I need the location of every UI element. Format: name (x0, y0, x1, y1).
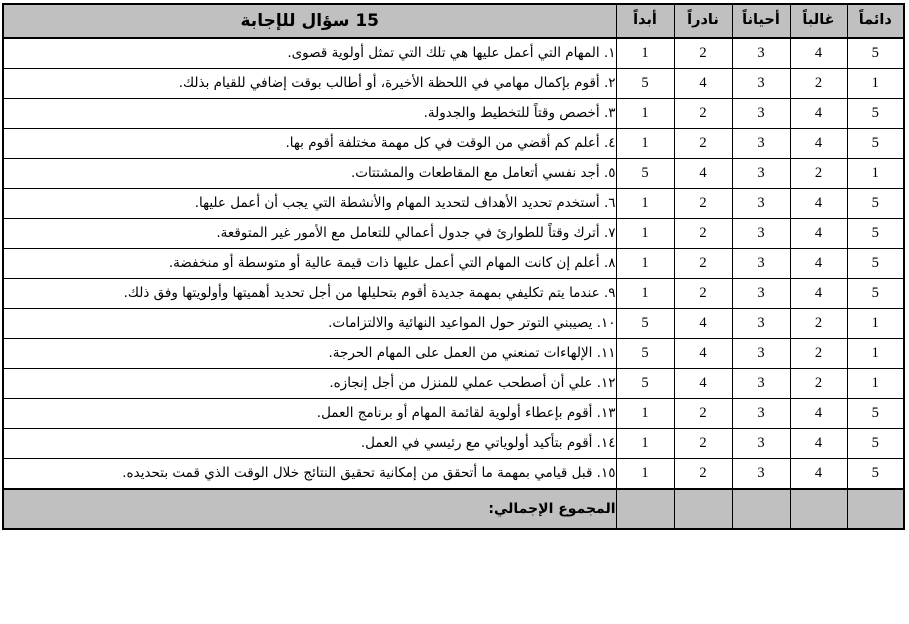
score-cell-often[interactable]: 4 (790, 219, 847, 249)
score-cell-rarely[interactable]: 2 (674, 129, 732, 159)
score-cell-often[interactable]: 4 (790, 429, 847, 459)
question-text: ٦. أستخدم تحديد الأهداف لتحديد المهام والأنشطة التي يجب أن أعمل عليها. (3, 189, 616, 219)
table-row (3, 279, 904, 309)
total-row (3, 489, 904, 529)
table-row (3, 69, 904, 99)
score-cell-sometimes[interactable]: 3 (732, 129, 790, 159)
question-text: ٩. عندما يتم تكليفي بمهمة جديدة أقوم بتحليلها من أجل تحديد أهميتها وأولويتها وفق ذلك. (3, 279, 616, 309)
score-cell-often[interactable]: 4 (790, 189, 847, 219)
score-cell-never[interactable]: 1 (616, 99, 674, 129)
score-cell-never[interactable]: 1 (616, 219, 674, 249)
score-cell-sometimes[interactable]: 3 (732, 219, 790, 249)
score-cell-always[interactable]: 5 (847, 249, 904, 279)
questionnaire-table (2, 3, 905, 530)
score-cell-often[interactable]: 2 (790, 69, 847, 99)
score-cell-always[interactable]: 1 (847, 309, 904, 339)
table-header (3, 4, 904, 38)
table-row (3, 399, 904, 429)
score-cell-rarely[interactable]: 2 (674, 249, 732, 279)
table-row (3, 159, 904, 189)
score-cell-never[interactable]: 5 (616, 69, 674, 99)
table-row (3, 219, 904, 249)
table-row (3, 309, 904, 339)
question-text: ٢. أقوم بإكمال مهامي في اللحظة الأخيرة، أو أطالب بوقت إضافي للقيام بذلك. (3, 69, 616, 99)
table-footer (3, 489, 904, 529)
score-cell-often[interactable]: 2 (790, 369, 847, 399)
score-cell-always[interactable]: 5 (847, 129, 904, 159)
score-cell-always[interactable]: 5 (847, 279, 904, 309)
score-cell-always[interactable]: 5 (847, 38, 904, 69)
score-cell-often[interactable]: 2 (790, 309, 847, 339)
score-cell-often[interactable]: 2 (790, 339, 847, 369)
total-label: المجموع الإجمالي: (3, 489, 616, 529)
score-cell-sometimes[interactable]: 3 (732, 369, 790, 399)
score-cell-never[interactable]: 1 (616, 279, 674, 309)
score-cell-rarely[interactable]: 2 (674, 38, 732, 69)
question-text: ٧. أترك وقتاً للطوارئ في جدول أعمالي للتعامل مع الأمور غير المتوقعة. (3, 219, 616, 249)
table-row (3, 129, 904, 159)
score-cell-never[interactable]: 1 (616, 189, 674, 219)
score-cell-often[interactable]: 4 (790, 459, 847, 490)
score-cell-rarely[interactable]: 2 (674, 99, 732, 129)
score-cell-often[interactable]: 4 (790, 99, 847, 129)
total-cell-sometimes[interactable] (732, 489, 790, 529)
score-cell-sometimes[interactable]: 3 (732, 189, 790, 219)
table-row (3, 249, 904, 279)
score-cell-always[interactable]: 1 (847, 339, 904, 369)
score-cell-rarely[interactable]: 4 (674, 339, 732, 369)
score-cell-never[interactable]: 5 (616, 159, 674, 189)
score-cell-sometimes[interactable]: 3 (732, 459, 790, 490)
table-row (3, 429, 904, 459)
score-cell-often[interactable]: 2 (790, 159, 847, 189)
score-cell-sometimes[interactable]: 3 (732, 99, 790, 129)
score-cell-never[interactable]: 1 (616, 459, 674, 490)
score-cell-always[interactable]: 5 (847, 99, 904, 129)
score-cell-always[interactable]: 5 (847, 459, 904, 490)
score-cell-always[interactable]: 5 (847, 219, 904, 249)
score-cell-always[interactable]: 5 (847, 189, 904, 219)
score-cell-sometimes[interactable]: 3 (732, 249, 790, 279)
total-cell-rarely[interactable] (674, 489, 732, 529)
score-cell-often[interactable]: 4 (790, 249, 847, 279)
score-cell-always[interactable]: 5 (847, 429, 904, 459)
column-header-often[interactable]: غالباً (790, 4, 847, 38)
table-body (3, 38, 904, 489)
score-cell-never[interactable]: 5 (616, 339, 674, 369)
score-cell-always[interactable]: 1 (847, 69, 904, 99)
question-text: ١٣. أقوم بإعطاء أولوية لقائمة المهام أو برنامج العمل. (3, 399, 616, 429)
score-cell-often[interactable]: 4 (790, 399, 847, 429)
column-header-question: 15 سؤال للإجابة (3, 4, 616, 38)
question-text: ٤. أعلم كم أقضي من الوقت في كل مهمة مختلفة أقوم بها. (3, 129, 616, 159)
score-cell-rarely[interactable]: 2 (674, 189, 732, 219)
score-cell-sometimes[interactable]: 3 (732, 69, 790, 99)
score-cell-rarely[interactable]: 4 (674, 369, 732, 399)
score-cell-often[interactable]: 4 (790, 129, 847, 159)
total-cell-often[interactable] (790, 489, 847, 529)
score-cell-sometimes[interactable]: 3 (732, 429, 790, 459)
score-cell-rarely[interactable]: 2 (674, 279, 732, 309)
table-row (3, 339, 904, 369)
column-header-always[interactable]: دائماً (847, 4, 904, 38)
score-cell-rarely[interactable]: 4 (674, 309, 732, 339)
table-row (3, 369, 904, 399)
column-header-rarely[interactable]: نادراً (674, 4, 732, 38)
score-cell-always[interactable]: 5 (847, 399, 904, 429)
score-cell-never[interactable]: 1 (616, 249, 674, 279)
score-cell-sometimes[interactable]: 3 (732, 399, 790, 429)
score-cell-rarely[interactable]: 2 (674, 399, 732, 429)
table-row (3, 189, 904, 219)
question-text: ٣. أخصص وقتاً للتخطيط والجدولة. (3, 99, 616, 129)
score-cell-never[interactable]: 1 (616, 429, 674, 459)
score-cell-rarely[interactable]: 2 (674, 459, 732, 490)
score-cell-often[interactable]: 4 (790, 38, 847, 69)
score-cell-rarely[interactable]: 2 (674, 429, 732, 459)
question-text: ٨. أعلم إن كانت المهام التي أعمل عليها ذات قيمة عالية أو متوسطة أو منخفضة. (3, 249, 616, 279)
column-header-never[interactable]: أبداً (616, 4, 674, 38)
score-cell-never[interactable]: 1 (616, 129, 674, 159)
score-cell-always[interactable]: 1 (847, 159, 904, 189)
header-row (3, 4, 904, 38)
score-cell-never[interactable]: 5 (616, 369, 674, 399)
score-cell-never[interactable]: 5 (616, 309, 674, 339)
score-cell-sometimes[interactable]: 3 (732, 309, 790, 339)
question-text: ٥. أجد نفسي أتعامل مع المقاطعات والمشتتات. (3, 159, 616, 189)
question-text: ١٢. علي أن أصطحب عملي للمنزل من أجل إنجازه. (3, 369, 616, 399)
question-text: ١. المهام التي أعمل عليها هي تلك التي تمثل أولوية قصوى. (3, 38, 616, 69)
table-row (3, 38, 904, 69)
question-text: ١٤. أقوم بتأكيد أولوياتي مع رئيسي في العمل. (3, 429, 616, 459)
score-cell-often[interactable]: 4 (790, 279, 847, 309)
score-cell-sometimes[interactable]: 3 (732, 279, 790, 309)
question-text: ١١. الإلهاءات تمنعني من العمل على المهام الحرجة. (3, 339, 616, 369)
table-row (3, 459, 904, 490)
score-cell-never[interactable]: 1 (616, 399, 674, 429)
column-header-sometimes[interactable]: أحياناً (732, 4, 790, 38)
question-text: ١٠. يصيبني التوتر حول المواعيد النهائية والالتزامات. (3, 309, 616, 339)
question-text: ١٥. قبل قيامي بمهمة ما أتحقق من إمكانية تحقيق النتائج خلال الوقت الذي قمت بتحديده. (3, 459, 616, 490)
total-cell-always[interactable] (847, 489, 904, 529)
score-cell-sometimes[interactable]: 3 (732, 339, 790, 369)
score-cell-sometimes[interactable]: 3 (732, 38, 790, 69)
score-cell-sometimes[interactable]: 3 (732, 159, 790, 189)
score-cell-rarely[interactable]: 4 (674, 69, 732, 99)
table-row (3, 99, 904, 129)
score-cell-always[interactable]: 1 (847, 369, 904, 399)
score-cell-rarely[interactable]: 2 (674, 219, 732, 249)
total-cell-never[interactable] (616, 489, 674, 529)
score-cell-rarely[interactable]: 4 (674, 159, 732, 189)
score-cell-never[interactable]: 1 (616, 38, 674, 69)
